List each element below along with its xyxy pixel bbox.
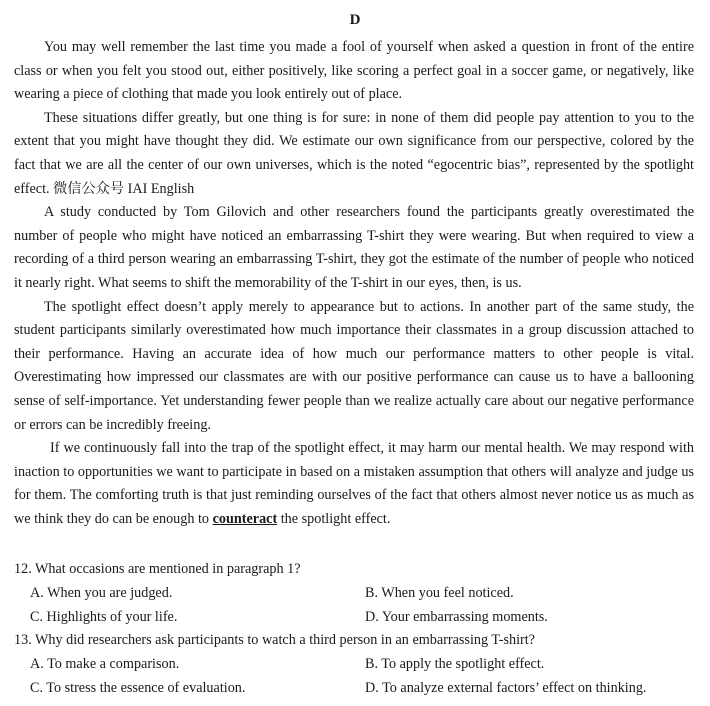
section-label: D bbox=[349, 12, 361, 28]
question-12-option-a: A. When you are judged. bbox=[30, 584, 173, 601]
question-12-options bbox=[14, 582, 694, 630]
paragraph-5 bbox=[14, 437, 694, 531]
paragraph-2: These situations differ greatly, but one thing is for sure: in none of them did people pay attention to you to the extent that you might have thought they did. We estimate our own significance from our perspective, colored by the fact that we are all the center of our own universes, which is the noted “egocentric bias”, represented by the spotlight effect. 微信公众号 IAI English bbox=[14, 109, 694, 197]
question-12-option-d: D. Your embarrassing moments. bbox=[365, 608, 548, 625]
question-13-stem: 13. Why did researchers ask participants to watch a third person in an embarrassing T-shirt? bbox=[14, 632, 535, 649]
question-13-option-d: D. To analyze external factors’ effect on thinking. bbox=[365, 679, 647, 696]
question-13-option-c: C. To stress the essence of evaluation. bbox=[30, 679, 246, 696]
question-12-option-b: B. When you feel noticed. bbox=[365, 584, 514, 601]
paragraph-1: You may well remember the last time you made a fool of yourself when asked a question in front of the entire class or when you felt you stood out, either positively, like scoring a perfect goal in a soccer game, or negatively, like wearing a piece of clothing that made you look entirely out of place. bbox=[14, 39, 694, 103]
question-12-option-c: C. Highlights of your life. bbox=[30, 608, 178, 625]
paragraph-3: A study conducted by Tom Gilovich and other researchers found the participants greatly overestimated the number of people who might have noticed an embarrassing T-shirt they were wearing. But when required to view a recording of a third person wearing an embarrassing T-shirt, they got the estimate of the number of people who noticed it nearly right. What seems to shift the memorability of the T-shirt in our eyes, then, is us. bbox=[14, 204, 694, 291]
reading-passage bbox=[14, 36, 694, 531]
paragraph-5-text: If we continuously fall into the trap of the spotlight effect, it may harm our mental health. We may respond with inaction to opportunities we want to participate in based on a mistaken assumption that others will analyze and judge us for them. The comforting truth is that just reminding ourselves of the fact that others almost never notice us as much as we think they do can be enough to bbox=[14, 440, 694, 527]
question-12-stem: 12. What occasions are mentioned in paragraph 1? bbox=[14, 561, 301, 577]
question-13-option-b: B. To apply the spotlight effect. bbox=[365, 656, 545, 673]
question-13-option-a: A. To make a comparison. bbox=[30, 656, 180, 673]
paragraph-5-end: the spotlight effect. bbox=[277, 510, 391, 527]
keyword-counteract: counteract bbox=[212, 510, 278, 527]
question-13-options bbox=[14, 653, 694, 701]
paragraph-4: The spotlight effect doesn’t apply merely to appearance but to actions. In another part of the same study, the student participants similarly overestimated how much importance their classmates in a group discussion attached to their performance. Having an accurate idea of how much our performance matters to other people is vital. Overestimating how impressed our classmates are with our positive performance can cause us to have a ballooning sense of self-importance. Yet understanding fewer people than we realize actually care about our negative performance or errors can be incredibly freeing. bbox=[14, 298, 694, 433]
question-list bbox=[14, 558, 694, 701]
